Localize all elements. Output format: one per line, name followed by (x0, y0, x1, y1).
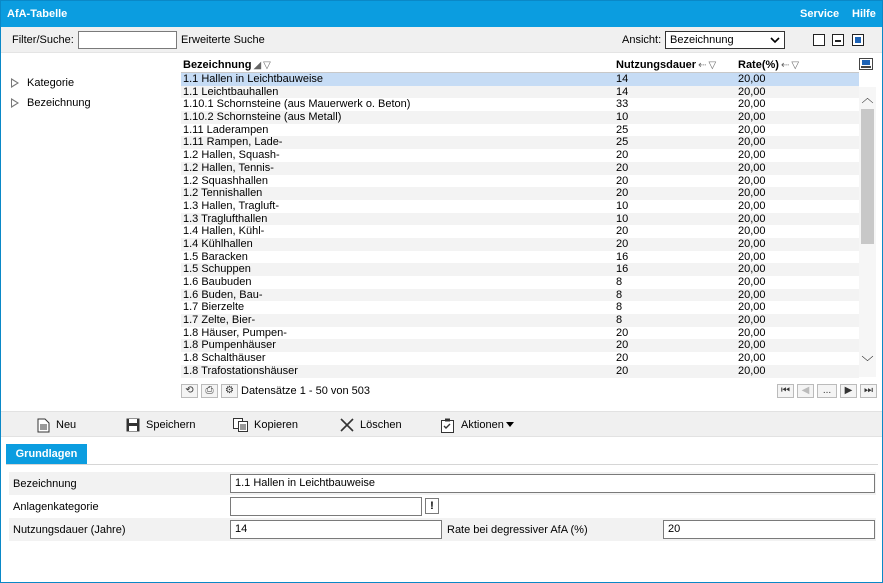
table-row[interactable] (181, 251, 859, 264)
table-row[interactable] (181, 225, 859, 238)
column-header-bezeichnung[interactable] (183, 59, 271, 71)
bezeichnung-label: Bezeichnung (13, 478, 77, 490)
column-header-rate[interactable] (738, 59, 799, 71)
cell-rate: 20,00 (738, 326, 766, 339)
last-page-icon[interactable]: ⏭ (860, 384, 877, 398)
cell-rate: 20,00 (738, 263, 766, 276)
cell-rate: 20,00 (738, 98, 766, 111)
cell-rate: 20,00 (738, 301, 766, 314)
prev-page-icon[interactable]: ◀ (797, 384, 814, 398)
save-button-label: Speichern (146, 419, 196, 431)
cell-bezeichnung: 1.11 Rampen, Lade- (183, 136, 283, 149)
table-row[interactable] (181, 162, 859, 175)
rate-label: Rate bei degressiver AfA (%) (447, 524, 588, 536)
cell-rate: 20,00 (738, 174, 766, 187)
scroll-up-icon[interactable]: ︿ (861, 91, 874, 105)
new-document-icon (37, 418, 50, 433)
table-row[interactable] (181, 327, 859, 340)
cell-bezeichnung: 1.8 Trafostationshäuser (183, 364, 298, 377)
table-footer (181, 384, 876, 400)
tree-item-label: Bezeichnung (27, 97, 91, 109)
table-row[interactable] (181, 301, 859, 314)
column-title: Nutzungsdauer (616, 59, 697, 71)
cell-rate: 20,00 (738, 237, 766, 250)
cell-nutzungsdauer: 25 (616, 136, 629, 149)
cell-nutzungsdauer: 16 (616, 250, 629, 263)
table-row[interactable] (181, 263, 859, 276)
cell-rate: 20,00 (738, 149, 766, 162)
cell-rate: 20,00 (738, 364, 766, 377)
table-row[interactable] (181, 339, 859, 352)
sort-icon[interactable]: ⇠ (698, 60, 707, 71)
cell-rate: 20,00 (738, 314, 766, 327)
category-tree (11, 77, 91, 117)
advanced-search-link[interactable]: Erweiterte Suche (181, 34, 265, 46)
kategorie-label: Anlagenkategorie (13, 501, 99, 513)
cell-nutzungsdauer: 20 (616, 149, 629, 162)
new-button-label: Neu (56, 419, 77, 431)
cell-nutzungsdauer: 8 (616, 276, 623, 288)
chevron-down-icon (769, 34, 781, 46)
cell-rate: 20,00 (738, 187, 766, 200)
table-row[interactable] (181, 86, 859, 99)
cell-bezeichnung: 1.2 Squashhallen (183, 174, 269, 187)
search-input[interactable] (78, 31, 177, 49)
nutzungsdauer-field[interactable]: 14 (230, 520, 442, 539)
cell-bezeichnung: 1.5 Baracken (183, 250, 248, 263)
cell-rate: 20,00 (738, 136, 766, 149)
delete-button[interactable] (340, 416, 402, 434)
table-row[interactable] (181, 98, 859, 111)
sort-icon[interactable]: ⇠ (780, 60, 790, 71)
table-row[interactable] (181, 187, 859, 200)
cell-nutzungsdauer: 10 (616, 212, 629, 225)
table-row[interactable] (181, 73, 859, 86)
cell-bezeichnung: 1.3 Traglufthallen (183, 212, 268, 225)
cell-bezeichnung: 1.8 Pumpenhäuser (183, 339, 276, 352)
cell-bezeichnung: 1.1 Leichtbauhallen (183, 85, 279, 98)
filter-funnel-icon[interactable]: ▽ (791, 60, 800, 71)
view-label: Ansicht: (622, 34, 662, 46)
cell-nutzungsdauer: 16 (616, 263, 629, 276)
table-header (181, 56, 859, 73)
cell-nutzungsdauer: 33 (616, 98, 629, 111)
column-header-nutzungsdauer[interactable] (616, 59, 716, 71)
cell-nutzungsdauer: 10 (616, 111, 629, 124)
layout-single-button[interactable] (813, 34, 825, 46)
table-row[interactable] (181, 136, 859, 149)
title-bar (1, 1, 882, 27)
filter-funnel-icon[interactable]: ▽ (263, 60, 271, 71)
cell-rate: 20,00 (738, 85, 766, 98)
cell-nutzungsdauer: 8 (616, 314, 623, 327)
first-page-icon[interactable]: ⏮ (777, 384, 794, 398)
clipboard-check-icon (441, 418, 455, 433)
cell-nutzungsdauer: 8 (616, 288, 623, 301)
print-icon[interactable]: ⎙ (201, 384, 218, 398)
detail-form (9, 472, 876, 541)
table-row[interactable] (181, 149, 859, 162)
cell-rate: 20,00 (738, 111, 766, 124)
form-row-kategorie (9, 495, 876, 518)
cell-nutzungsdauer: 20 (616, 225, 629, 238)
table-row[interactable] (181, 200, 859, 213)
table-row[interactable] (181, 213, 859, 226)
form-row-nutzung (9, 518, 876, 541)
cell-rate: 20,00 (738, 339, 766, 352)
table-row[interactable] (181, 238, 859, 251)
window-title: AfA-Tabelle (7, 8, 68, 20)
cell-bezeichnung: 1.2 Tennishallen (183, 187, 263, 200)
layout-split-button[interactable] (832, 34, 844, 46)
page-ellipsis-button[interactable]: ... (817, 384, 837, 398)
cell-nutzungsdauer: 20 (616, 187, 629, 200)
actions-menu-button[interactable] (441, 416, 520, 434)
new-button[interactable] (37, 416, 76, 434)
table-row[interactable] (181, 111, 859, 124)
cell-rate: 20,00 (738, 352, 766, 365)
next-page-icon[interactable]: ▶ (840, 384, 857, 398)
table-scrollbar[interactable] (859, 87, 876, 377)
view-select-value: Bezeichnung (670, 34, 734, 46)
cell-nutzungsdauer: 14 (616, 85, 629, 98)
service-menu[interactable]: Service (800, 8, 840, 20)
filter-bar (1, 27, 882, 53)
cell-nutzungsdauer: 20 (616, 161, 629, 174)
kategorie-field[interactable] (230, 497, 422, 516)
cell-bezeichnung: 1.4 Hallen, Kühl- (183, 225, 265, 238)
record-count: Datensätze 1 - 50 von 503 (241, 385, 371, 397)
filter-label: Filter/Suche: (12, 34, 74, 46)
cell-bezeichnung: 1.7 Zelte, Bier- (183, 314, 256, 327)
expand-triangle-icon (11, 98, 19, 108)
cell-bezeichnung: 1.6 Baubuden (183, 276, 252, 288)
tree-item-label: Kategorie (27, 77, 75, 89)
tree-item-bezeichnung[interactable] (11, 97, 91, 117)
cell-nutzungsdauer: 25 (616, 123, 629, 136)
scroll-down-icon[interactable]: ﹀ (861, 355, 874, 369)
cell-bezeichnung: 1.1 Hallen in Leichtbauweise (183, 73, 324, 85)
nutzungsdauer-label: Nutzungsdauer (Jahre) (13, 524, 126, 536)
copy-button[interactable] (233, 416, 298, 434)
view-select[interactable] (665, 31, 785, 49)
cell-bezeichnung: 1.6 Buden, Bau- (183, 288, 263, 301)
tree-item-kategorie[interactable] (11, 77, 91, 97)
table-row[interactable] (181, 276, 859, 289)
form-row-bezeichnung (9, 472, 876, 495)
cell-rate: 20,00 (738, 250, 766, 263)
cell-nutzungsdauer: 20 (616, 352, 629, 365)
filter-funnel-icon[interactable]: ▽ (708, 60, 717, 71)
settings-gear-icon[interactable]: ⚙ (221, 384, 238, 398)
delete-button-label: Löschen (360, 419, 402, 431)
afa-table (181, 56, 859, 378)
scrollbar-thumb[interactable] (861, 109, 874, 244)
dropdown-caret-icon (506, 422, 514, 428)
bezeichnung-field[interactable]: 1.1 Hallen in Leichtbauweise (230, 474, 875, 493)
cell-bezeichnung: 1.11 Laderampen (183, 123, 269, 136)
save-disk-icon (126, 418, 140, 432)
cell-rate: 20,00 (738, 225, 766, 238)
cell-bezeichnung: 1.8 Schalthäuser (183, 352, 266, 365)
cell-rate: 20,00 (738, 199, 766, 212)
copy-button-label: Kopieren (254, 419, 299, 431)
cell-bezeichnung: 1.2 Hallen, Tennis- (183, 161, 274, 174)
save-button[interactable] (126, 416, 196, 434)
help-menu[interactable]: Hilfe (852, 8, 876, 20)
cell-bezeichnung: 1.10.1 Schornsteine (aus Mauerwerk o. Beton) (183, 98, 411, 111)
export-icon[interactable] (859, 58, 873, 70)
cell-nutzungsdauer: 10 (616, 199, 629, 212)
table-row[interactable] (181, 352, 859, 365)
cell-bezeichnung: 1.5 Schuppen (183, 263, 251, 276)
table-row[interactable] (181, 289, 859, 302)
rate-field[interactable]: 20 (663, 520, 875, 539)
column-title: Rate(%) (738, 59, 779, 71)
cell-bezeichnung: 1.10.2 Schornsteine (aus Metall) (183, 111, 342, 124)
cell-rate: 20,00 (738, 161, 766, 174)
cell-rate: 20,00 (738, 123, 766, 136)
cell-nutzungsdauer: 20 (616, 174, 629, 187)
refresh-icon[interactable]: ⟲ (181, 384, 198, 398)
cell-rate: 20,00 (738, 288, 766, 301)
table-body (181, 73, 859, 378)
actions-button-label: Aktionen (461, 419, 504, 431)
tab-underline (6, 464, 878, 465)
close-x-icon (340, 418, 354, 432)
cell-rate: 20,00 (738, 212, 766, 225)
cell-nutzungsdauer: 20 (616, 364, 629, 377)
table-row[interactable] (181, 124, 859, 137)
cell-nutzungsdauer: 14 (616, 73, 629, 85)
action-toolbar (1, 411, 882, 437)
table-row[interactable] (181, 314, 859, 327)
cell-bezeichnung: 1.7 Bierzelte (183, 301, 245, 314)
cell-bezeichnung: 1.4 Kühlhallen (183, 237, 253, 250)
layout-detail-button[interactable] (852, 34, 864, 46)
column-title: Bezeichnung (183, 59, 252, 71)
cell-bezeichnung: 1.2 Hallen, Squash- (183, 149, 280, 162)
tab-grundlagen[interactable]: Grundlagen (6, 444, 87, 464)
cell-nutzungsdauer: 20 (616, 237, 629, 250)
table-row[interactable] (181, 365, 859, 378)
cell-bezeichnung: 1.3 Hallen, Tragluft- (183, 199, 279, 212)
exclamation-icon[interactable]: ! (425, 498, 439, 514)
cell-bezeichnung: 1.8 Häuser, Pumpen- (183, 326, 287, 339)
table-row[interactable] (181, 175, 859, 188)
copy-icon (233, 418, 248, 432)
expand-triangle-icon (11, 78, 19, 88)
sort-asc-icon[interactable]: ◢ (253, 60, 262, 71)
cell-nutzungsdauer: 8 (616, 301, 623, 314)
cell-nutzungsdauer: 20 (616, 326, 629, 339)
cell-rate: 20,00 (738, 73, 766, 85)
cell-rate: 20,00 (738, 276, 766, 288)
cell-nutzungsdauer: 20 (616, 339, 629, 352)
